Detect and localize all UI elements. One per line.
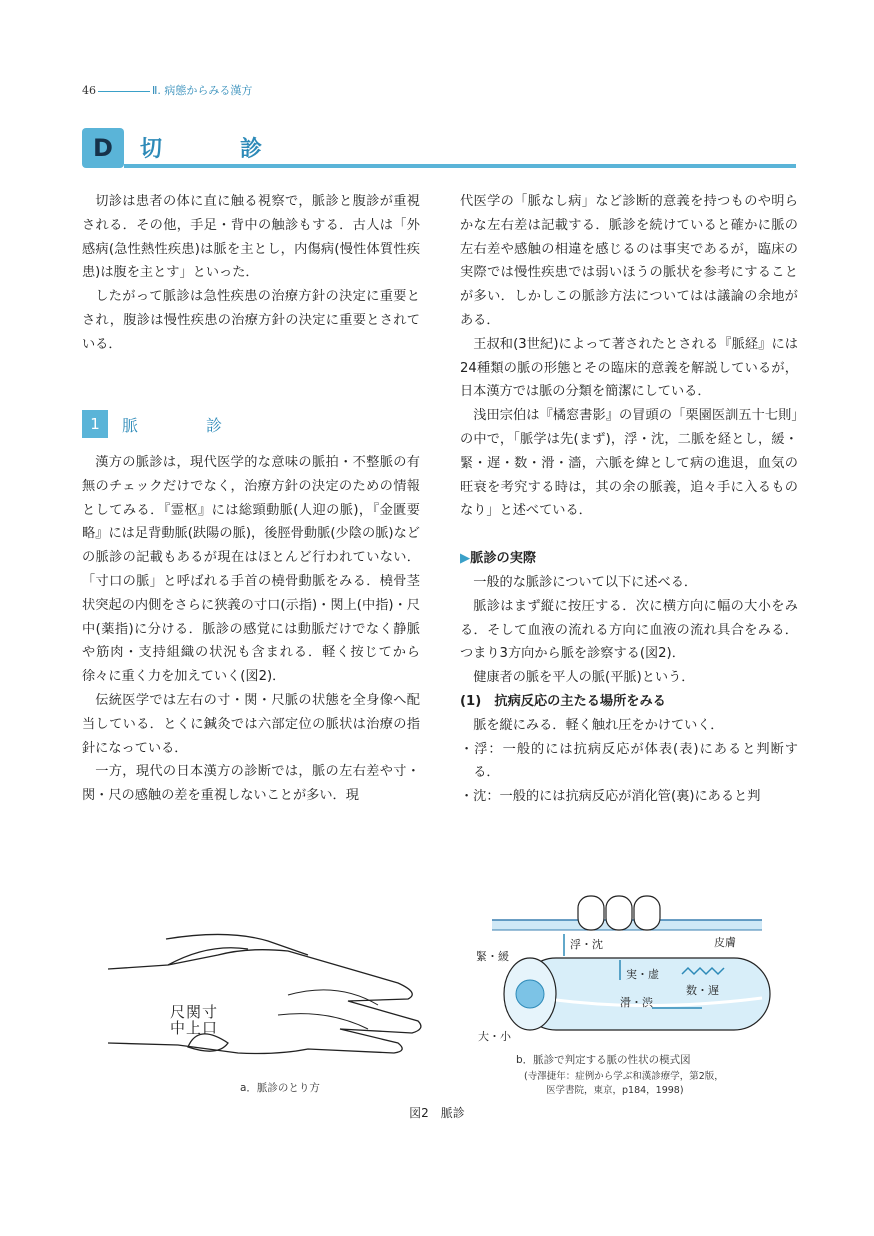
list-item: ・沈：一般的には抗病反応が消化管(裏)にあると判 xyxy=(460,789,761,805)
label-su-chi: 数・遅 xyxy=(686,984,719,997)
section-badge: D xyxy=(82,128,124,168)
paragraph: 脈を縦にみる．軽く触れ圧をかけていく． xyxy=(473,717,724,733)
subheading-text: 脈診の実際 xyxy=(470,551,537,567)
paragraph: 浅田宗伯は『橘窓書影』の冒頭の「栗園医訓五十七則」の中で，「脈学は先(まず)，浮・沈，二脈を経とし，緩・緊・遅・数・滑・濇，六脈を緯として病の進退，血気の旺衰を考究する時は，其の余の脈義，追々手に入るものなり」と述べている． xyxy=(460,408,798,519)
label-kan: 関 xyxy=(186,1003,202,1021)
paragraph: 脈診はまず縦に按圧する．次に横方向に幅の大小をみる．そして血液の流れる方向に血液の流れ具合をみる．つまり3方向から脈を診察する(図2)． xyxy=(460,598,798,662)
subsection-number: 1 xyxy=(82,410,108,438)
hand-figure xyxy=(108,925,428,1075)
section-title: 切 診 xyxy=(140,137,291,162)
paragraph: 代医学の「脈なし病」など診断的意義を持つものや明らかな左右差は記載する．脈診を続けていると確かに脈の左右差や感触の相違を感じるのは事実であるが，臨床の実際では慢性疾患では弱いほうの脈状を参考にすることが多い．しかしこの脈診方法についてはは議論の余地がある． xyxy=(460,194,798,328)
figure-a-caption: a．脈診のとり方 xyxy=(240,1082,320,1094)
label-shaku: 尺 xyxy=(170,1003,186,1021)
subsection-title: 脈 診 xyxy=(122,416,249,435)
figure-title: 図2 脈診 xyxy=(409,1106,465,1120)
item-heading: (1) 抗病反応の主たる場所をみる xyxy=(460,693,666,709)
page-number: 46 xyxy=(82,84,96,97)
subsection-header xyxy=(82,410,420,438)
vessel-figure xyxy=(472,890,782,1050)
figure-b-caption: b．脈診で判定する脈の性状の模式図 xyxy=(516,1054,691,1066)
section-rule xyxy=(124,164,796,168)
paragraph: 一般的な脈診について以下に述べる． xyxy=(473,574,698,590)
head-rule xyxy=(98,91,150,92)
triangle-icon: ▶ xyxy=(460,551,471,567)
right-column xyxy=(460,190,798,809)
label-kassho: 滑・渋 xyxy=(620,996,653,1009)
list-item: ・浮：一般的には抗病反応が体表(表)にあると判断する． xyxy=(460,741,798,781)
label-dai-sho: 大・小 xyxy=(478,1030,511,1043)
paragraph: 健康者の脈を平人の脈(平脈)という． xyxy=(473,670,695,686)
label-sun: 寸 xyxy=(202,1003,218,1021)
left-column-intro xyxy=(82,190,420,357)
label-skin: 皮膚 xyxy=(714,936,736,949)
subheading xyxy=(460,547,798,571)
label-chu: 中 xyxy=(170,1019,186,1037)
section-header xyxy=(82,128,796,172)
paragraph: 切診は患者の体に直に触る視察で，脈診と腹診が重視される．その他，手足・背中の触診もする．古人は「外感病(急性熱性疾患)は脈を主とし，内傷病(慢性体質性疾患)は腹を主とす」といった． xyxy=(82,194,420,281)
label-kin-kan: 緊・緩 xyxy=(476,950,509,963)
figure-b-source: (寺澤捷年：症例から学ぶ和漢診療学，第2版， xyxy=(524,1071,724,1082)
running-head xyxy=(82,82,252,98)
paragraph: 伝統医学では左右の寸・関・尺脈の状態を全身像へ配当している．とくに鍼灸では六部定位の脈状は治療の指針になっている． xyxy=(82,692,420,756)
label-fu-chin: 浮・沈 xyxy=(570,938,603,951)
paragraph: したがって脈診は急性疾患の治療方針の決定に重要とされ，腹診は慢性疾患の治療方針の決定に重要とされている． xyxy=(82,289,420,352)
label-jitsu-kyo: 実・虚 xyxy=(626,968,659,981)
label-ko: 口 xyxy=(202,1019,218,1037)
paragraph: 漢方の脈診は，現代医学的な意味の脈拍・不整脈の有無のチェックだけでなく，治療方針の決定のための情報としてみる．『霊枢』には総頸動脈(人迎の脈)，『金匱要略』には足背動脈(趺陽の脈)，後脛骨動脈(少陰の脈)などの脈診の記載もあるが現在はほとんど行われていない．「寸口の脈」と呼ばれる手首の橈骨動脈をみる．橈骨茎状突起の内側をさらに狭義の寸口(示指)・関上(中指)・尺中(薬指)に分ける．脈診の感覚には動脈だけでなく静脈や筋肉・支持組織の状況も含まれる．軽く按じてから徐々に重く力を加えていく(図2)． xyxy=(82,455,420,685)
paragraph: 一方，現代の日本漢方の診断では，脈の左右差や寸・関・尺の感触の差を重視しないことが多い．現 xyxy=(82,764,420,804)
figure-b-source: 医学書院，東京，p184，1998) xyxy=(546,1085,684,1096)
chapter-title: Ⅱ. 病態からみる漢方 xyxy=(152,84,253,97)
label-jo: 上 xyxy=(186,1019,202,1037)
left-column-body xyxy=(82,451,420,808)
paragraph: 王叔和(3世紀)によって著されたとされる『脈経』には24種類の脈の形態とその臨床的意義を解説しているが，日本漢方では脈の分類を簡潔にしている． xyxy=(460,336,798,400)
